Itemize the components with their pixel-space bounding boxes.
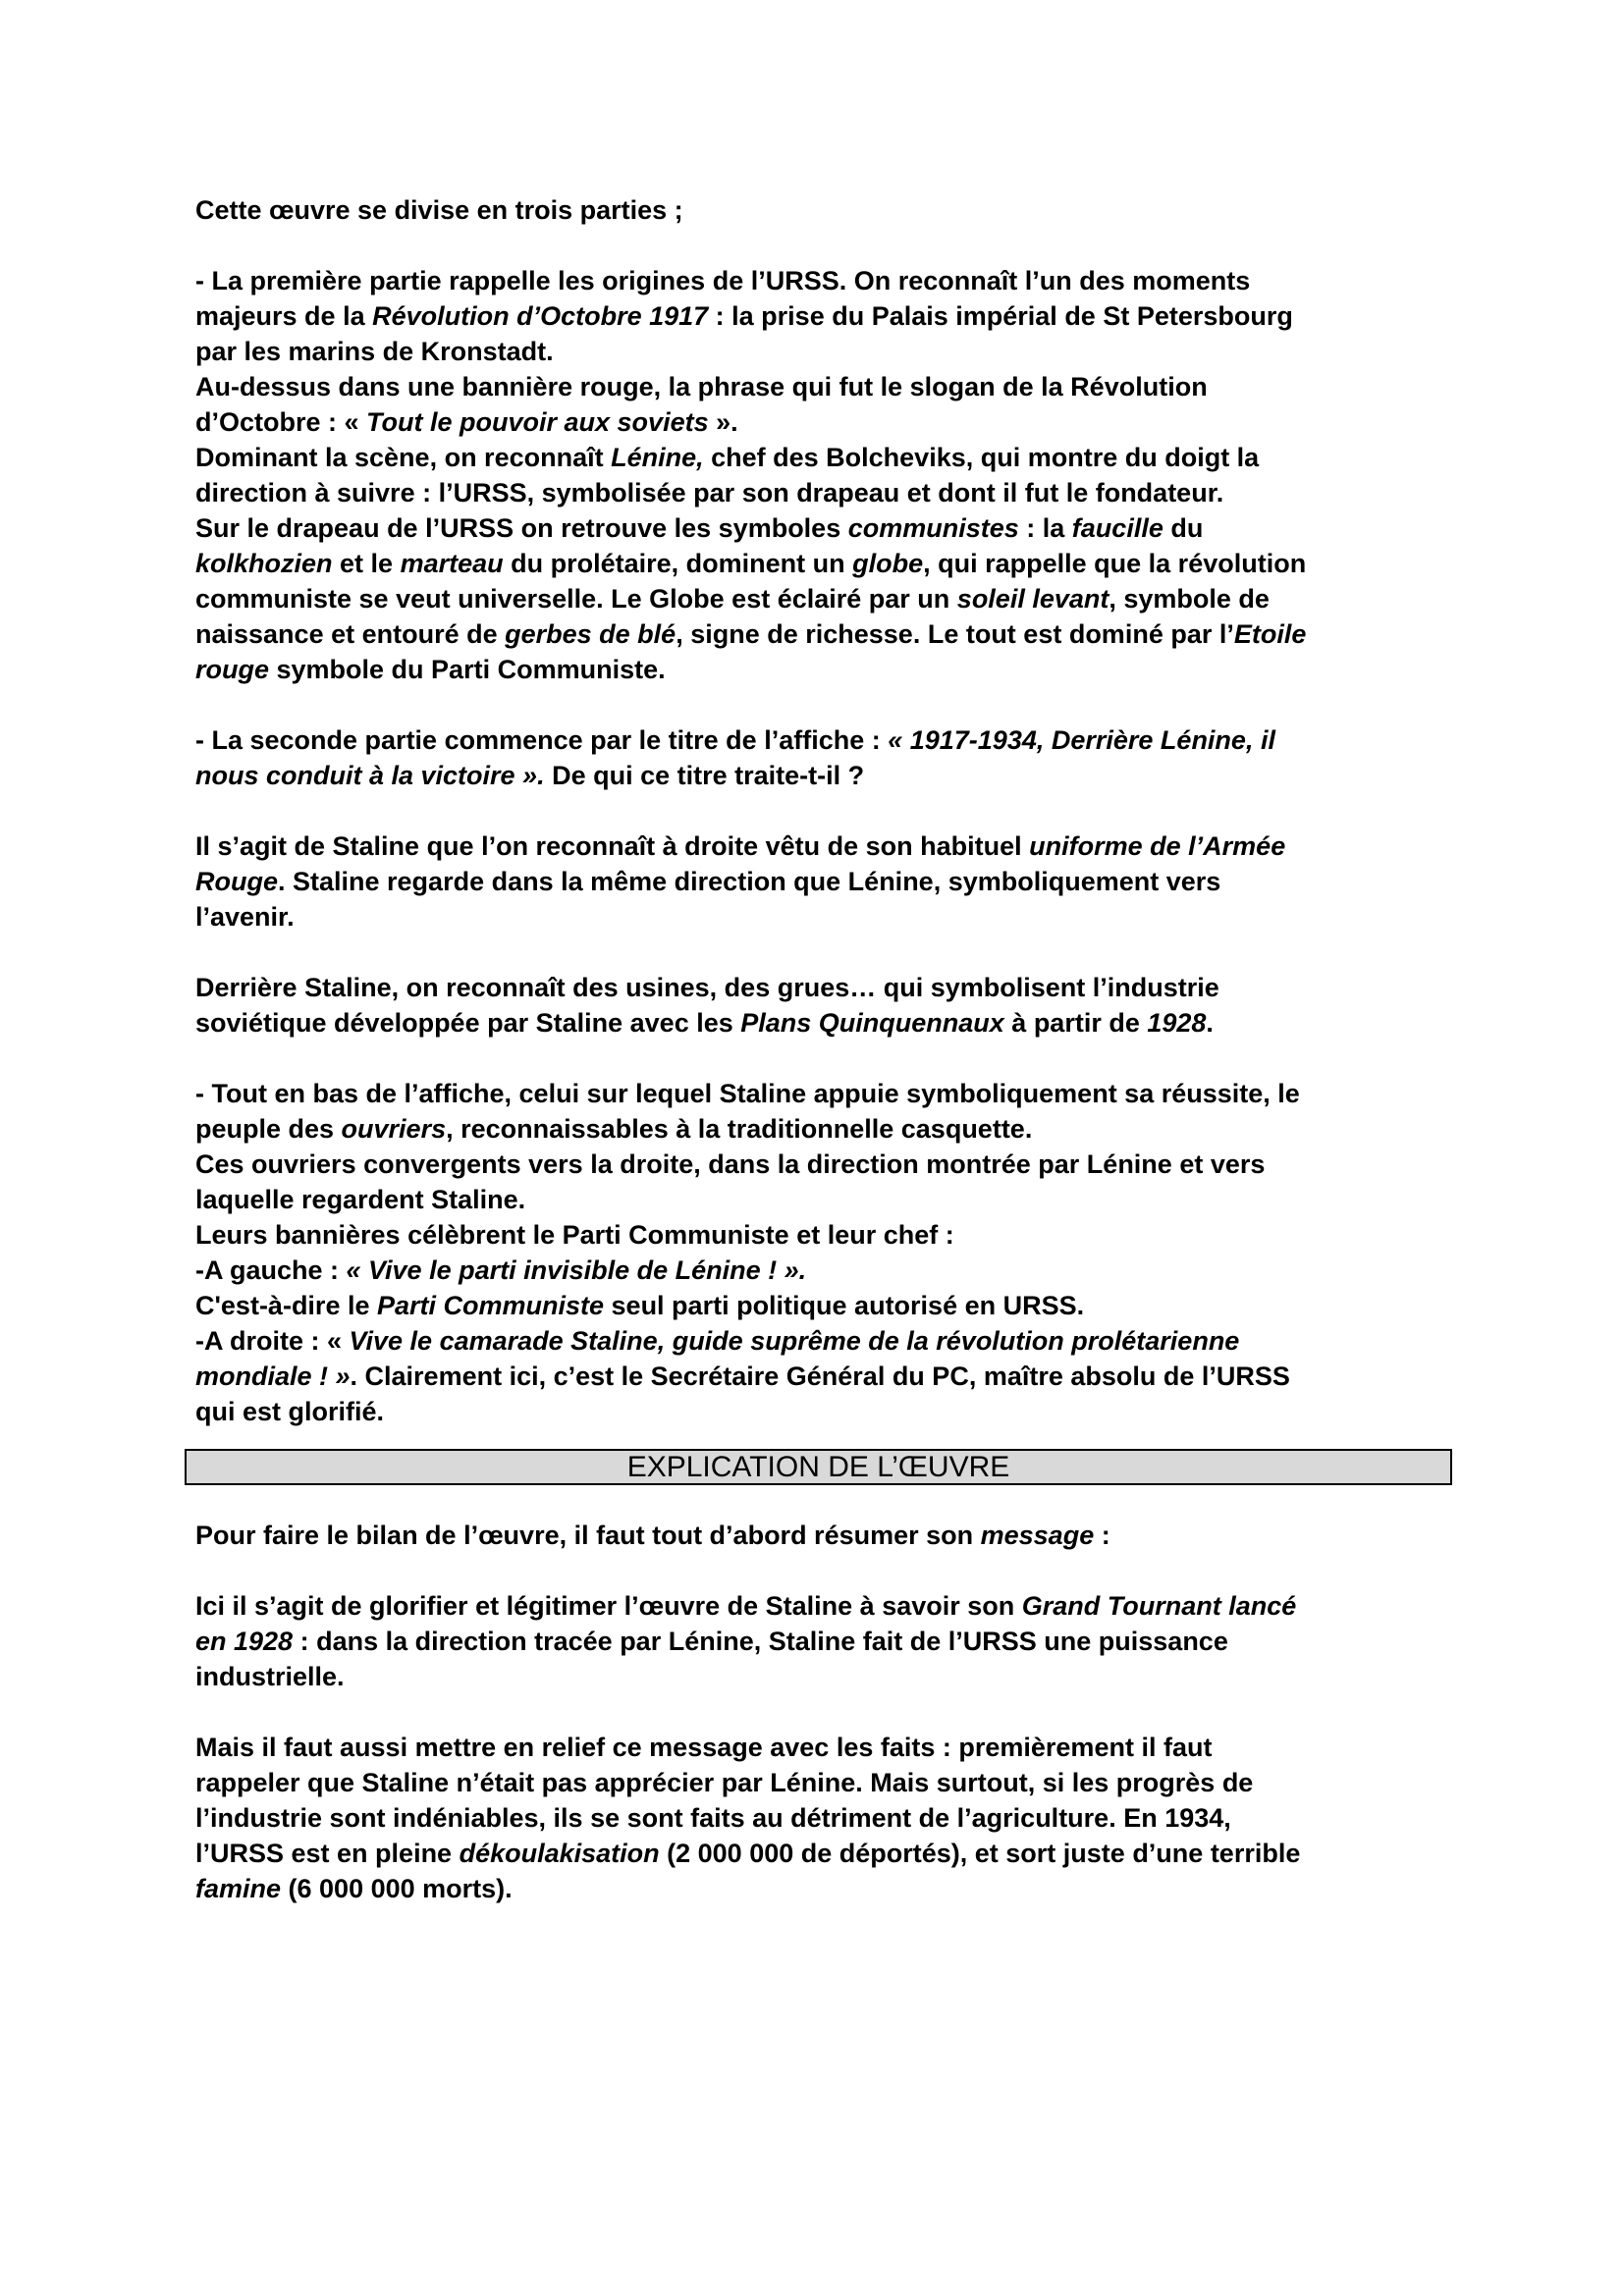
poster-description-section xyxy=(195,192,1462,1429)
paragraph-gap xyxy=(195,1041,1462,1076)
text-segment: Ici il s’agit de glorifier et légitimer l’œuvre de Staline à savoir son xyxy=(195,1591,1022,1621)
text-line xyxy=(195,722,1462,758)
section-heading: EXPLICATION DE L’ŒUVRE xyxy=(185,1449,1452,1485)
italic-phrase: Vive le camarade Staline, guide suprême de la révolution prolétarienne xyxy=(349,1326,1240,1356)
text-segment: - Tout en bas de l’affiche, celui sur lequel Staline appuie symboliquement sa réussite, le xyxy=(195,1079,1300,1108)
italic-phrase: en 1928 xyxy=(195,1627,294,1656)
text-segment: du xyxy=(1163,513,1204,543)
italic-phrase: globe xyxy=(852,549,924,578)
text-line xyxy=(195,1394,1462,1429)
text-line xyxy=(195,1288,1462,1323)
text-line xyxy=(195,1253,1462,1288)
text-segment: communiste se veut universelle. Le Globe est éclairé par un xyxy=(195,584,957,614)
text-line xyxy=(195,1765,1462,1800)
text-segment: : la xyxy=(1018,513,1072,543)
italic-phrase: message xyxy=(980,1521,1095,1550)
text-segment: . Staline regarde dans la même direction que Lénine, symboliquement vers xyxy=(278,867,1221,896)
italic-phrase: Grand Tournant lancé xyxy=(1021,1591,1297,1621)
paragraph-gap xyxy=(195,1553,1462,1588)
text-line xyxy=(195,404,1462,440)
text-segment: : la prise du Palais impérial de St Petersbourg xyxy=(708,301,1293,331)
text-line xyxy=(195,1111,1462,1147)
text-segment: Ces ouvriers convergents vers la droite, dans la direction montrée par Lénine et vers xyxy=(195,1149,1266,1179)
text-line xyxy=(195,652,1462,687)
text-line xyxy=(195,1588,1462,1624)
text-segment: , qui rappelle que la révolution xyxy=(923,549,1307,578)
italic-phrase: Révolution d’Octobre 1917 xyxy=(372,301,709,331)
text-segment: Dominant la scène, on reconnaît xyxy=(195,443,612,472)
italic-phrase: Lénine, xyxy=(611,443,704,472)
text-line xyxy=(195,546,1462,581)
text-segment: C'est-à-dire le xyxy=(195,1291,377,1320)
paragraph-gap xyxy=(195,1694,1462,1730)
text-segment: ». xyxy=(708,407,738,437)
italic-phrase: Etoile xyxy=(1233,619,1307,649)
paragraph-gap xyxy=(195,228,1462,263)
text-segment: . Clairement ici, c’est le Secrétaire Général du PC, maître absolu de l’URSS xyxy=(350,1362,1290,1391)
text-segment: Leurs bannières célèbrent le Parti Communiste et leur chef : xyxy=(195,1220,954,1250)
text-segment: -A droite : « xyxy=(195,1326,350,1356)
text-line xyxy=(195,1147,1462,1182)
text-segment: l’URSS est en pleine xyxy=(195,1839,460,1868)
italic-phrase: nous conduit à la victoire ». xyxy=(195,761,545,790)
text-segment: et le xyxy=(332,549,401,578)
text-line xyxy=(195,581,1462,616)
text-segment: Il s’agit de Staline que l’on reconnaît à droite vêtu de son habituel xyxy=(195,831,1030,861)
text-segment: par les marins de Kronstadt. xyxy=(195,337,554,366)
text-segment: , symbole de xyxy=(1109,584,1270,614)
text-line xyxy=(195,192,1462,228)
text-line xyxy=(195,864,1462,899)
italic-phrase: « Vive le parti invisible de Lénine ! ». xyxy=(346,1255,807,1285)
paragraph-gap xyxy=(195,687,1462,722)
text-line xyxy=(195,1800,1462,1836)
text-segment: -A gauche : xyxy=(195,1255,347,1285)
italic-phrase: « 1917-1934, Derrière Lénine, il xyxy=(888,725,1275,755)
text-segment: d’Octobre : « xyxy=(195,407,367,437)
italic-phrase: communistes xyxy=(847,513,1019,543)
text-segment: majeurs de la xyxy=(195,301,373,331)
text-line xyxy=(195,440,1462,475)
text-segment: symbole du Parti Communiste. xyxy=(269,655,666,684)
italic-phrase: gerbes de blé xyxy=(505,619,676,649)
italic-phrase: 1928 xyxy=(1147,1008,1207,1038)
text-segment: laquelle regardent Staline. xyxy=(195,1185,526,1214)
text-segment: : xyxy=(1094,1521,1110,1550)
text-line xyxy=(195,1836,1462,1871)
text-segment: rappeler que Staline n’était pas apprécier par Lénine. Mais surtout, si les progrès de xyxy=(195,1768,1254,1797)
text-segment: De qui ce titre traite-t-il ? xyxy=(544,761,865,790)
text-segment: chef des Bolcheviks, qui montre du doigt la xyxy=(703,443,1260,472)
text-line xyxy=(195,1182,1462,1217)
text-line xyxy=(195,970,1462,1005)
italic-phrase: Parti Communiste xyxy=(376,1291,605,1320)
text-line xyxy=(195,616,1462,652)
text-line xyxy=(195,828,1462,864)
italic-phrase: Rouge xyxy=(195,867,278,896)
text-segment: Cette œuvre se divise en trois parties ; xyxy=(195,195,683,225)
text-segment: du prolétaire, dominent un xyxy=(503,549,853,578)
text-segment: Pour faire le bilan de l’œuvre, il faut tout d’abord résumer son xyxy=(195,1521,981,1550)
text-segment: (6 000 000 morts). xyxy=(281,1874,513,1903)
text-segment: peuple des xyxy=(195,1114,342,1144)
text-line xyxy=(195,1359,1462,1394)
text-line xyxy=(195,1730,1462,1765)
text-segment: Mais il faut aussi mettre en relief ce message avec les faits : premièrement il faut xyxy=(195,1733,1213,1762)
text-line xyxy=(195,369,1462,404)
text-line xyxy=(195,1659,1462,1694)
explanation-section xyxy=(195,1518,1462,1906)
text-segment: . xyxy=(1206,1008,1214,1038)
text-segment: : dans la direction tracée par Lénine, Staline fait de l’URSS une puissance xyxy=(293,1627,1228,1656)
text-line xyxy=(195,1518,1462,1553)
text-line xyxy=(195,298,1462,334)
italic-phrase: rouge xyxy=(195,655,270,684)
text-segment: , signe de richesse. Le tout est dominé par l’ xyxy=(676,619,1234,649)
text-segment: (2 000 000 de déportés), et sort juste d’une terrible xyxy=(659,1839,1301,1868)
paragraph-gap xyxy=(195,793,1462,828)
italic-phrase: famine xyxy=(195,1874,282,1903)
text-segment: - La seconde partie commence par le titre de l’affiche : xyxy=(195,725,889,755)
italic-phrase: soleil levant xyxy=(956,584,1109,614)
text-segment: - La première partie rappelle les origines de l’URSS. On reconnaît l’un des moments xyxy=(195,266,1251,295)
italic-phrase: kolkhozien xyxy=(195,549,333,578)
text-segment: à partir de xyxy=(1003,1008,1148,1038)
italic-phrase: mondiale ! » xyxy=(195,1362,351,1391)
text-line xyxy=(195,510,1462,546)
text-line xyxy=(195,1005,1462,1041)
text-segment: l’avenir. xyxy=(195,902,295,932)
italic-phrase: Tout le pouvoir aux soviets xyxy=(366,407,709,437)
text-segment: seul parti politique autorisé en URSS. xyxy=(604,1291,1085,1320)
paragraph-gap xyxy=(195,934,1462,970)
text-line xyxy=(195,1076,1462,1111)
text-segment: industrielle. xyxy=(195,1662,345,1691)
text-segment: Au-dessus dans une bannière rouge, la phrase qui fut le slogan de la Révolution xyxy=(195,372,1208,401)
italic-phrase: uniforme de l’Armée xyxy=(1029,831,1286,861)
text-segment: qui est glorifié. xyxy=(195,1397,385,1426)
italic-phrase: marteau xyxy=(400,549,504,578)
text-segment: direction à suivre : l’URSS, symbolisée par son drapeau et dont il fut le fondateur. xyxy=(195,478,1224,507)
text-line xyxy=(195,899,1462,934)
text-line xyxy=(195,758,1462,793)
text-line xyxy=(195,1624,1462,1659)
text-line xyxy=(195,334,1462,369)
text-line xyxy=(195,1323,1462,1359)
italic-phrase: ouvriers xyxy=(341,1114,447,1144)
italic-phrase: dékoulakisation xyxy=(459,1839,660,1868)
italic-phrase: faucille xyxy=(1071,513,1163,543)
text-line xyxy=(195,263,1462,298)
text-segment: naissance et entouré de xyxy=(195,619,506,649)
text-segment: soviétique développée par Staline avec les xyxy=(195,1008,741,1038)
text-line xyxy=(195,1871,1462,1906)
text-segment: , reconnaissables à la traditionnelle casquette. xyxy=(446,1114,1033,1144)
italic-phrase: Plans Quinquennaux xyxy=(740,1008,1004,1038)
text-segment: l’industrie sont indéniables, ils se sont faits au détriment de l’agriculture. En 1934, xyxy=(195,1803,1231,1833)
text-line xyxy=(195,1217,1462,1253)
text-segment: Sur le drapeau de l’URSS on retrouve les symboles xyxy=(195,513,848,543)
text-segment: Derrière Staline, on reconnaît des usines, des grues… qui symbolisent l’industrie xyxy=(195,973,1219,1002)
text-line xyxy=(195,475,1462,510)
